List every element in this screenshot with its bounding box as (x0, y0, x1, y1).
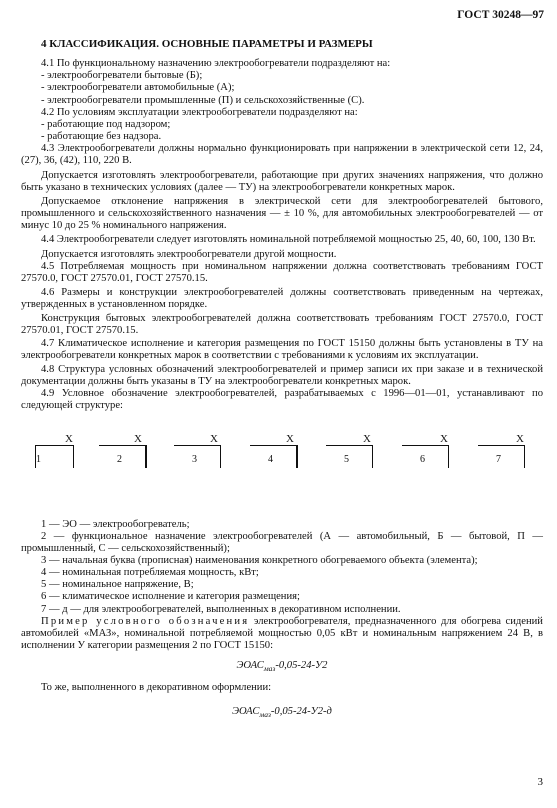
slot-x-mark: Х (134, 432, 142, 445)
legend-item: 2 — функциональное назначение электрообогревателей (А — автомобильный, Б — бытовой, П — промышленный, С — сельскохозяйственный); (21, 530, 543, 554)
slot-number: 4 (268, 453, 273, 465)
slot-x-mark: Х (286, 432, 294, 445)
slot-number: 1 (36, 453, 41, 465)
clause-4-3: 4.3 Электрообогреватели должны нормально функционировать при напряжении в электрической сети 12, 24, (27), 36, (42), 110, 220 В. (21, 143, 543, 167)
section-title: 4 КЛАССИФИКАЦИЯ. ОСНОВНЫЕ ПАРАМЕТРЫ И РАЗМЕРЫ (41, 38, 373, 50)
legend-item: 4 — номинальная потребляемая мощность, кВт; (41, 567, 259, 579)
document-body (21, 38, 543, 727)
slot-x-mark: Х (210, 432, 218, 445)
page-number: 3 (537, 776, 543, 788)
list-item: - работающие без надзора. (41, 131, 162, 143)
clause-4-3-deviation: Допускаемое отклонение напряжения в электрической сети для электрообогревателей бытового, промышленного и сельскохозяйственного назначения — ± 10 %, для автомобильных электрообогревателей — от минус 10 до 25 % номинального напряжения. (21, 195, 543, 232)
clause-4-4: 4.4 Электрообогреватели следует изготовлять номинальной потребляемой мощностью 25, 40, 60, 100, 130 Вт. (41, 234, 536, 246)
list-item: - электрообогреватели автомобильные (А); (41, 82, 235, 94)
slot-x-mark: Х (516, 432, 524, 445)
designation-slot-5 (326, 425, 400, 500)
slot-number: 7 (496, 453, 501, 465)
clause-4-1: 4.1 По функциональному назначению электрообогреватели подразделяют на: (41, 58, 391, 70)
legend-item: 6 — климатическое исполнение и категория размещения; (41, 591, 300, 603)
clause-4-3-allowance: Допускается изготовлять электрообогреватели, работающие при других значениях напряжения, что должно быть указано в технических условиях (далее — ТУ) на электрообогреватели конкретных марок. (21, 169, 543, 193)
example-text: электрообогревателя, предназначенного для обогрева сидений автомобилей «МАЗ», номинальной потребляемой мощностью 0,05 кВт и номинальным напряжением 24 В, в исполнении У категории размещения 2 по ГОСТ 15150: (21, 615, 543, 652)
list-item: - работающие под надзором; (41, 118, 171, 130)
clause-4-8: 4.8 Структура условных обозначений электрообогревателей и пример записи их при заказе и в технической документации должны быть указаны в ТУ на электрообогреватели конкретных марок. (21, 363, 543, 388)
designation-slot-3 (174, 425, 248, 500)
decorative-note: То же, выполненного в декоративном оформлении: (41, 681, 272, 693)
slot-number: 6 (420, 453, 425, 465)
clause-4-6-domestic: Конструкция бытовых электрообогревателей должна соответствовать требованиям ГОСТ 27570.0, ГОСТ 27570.01, ГОСТ 27570.15. (21, 313, 543, 337)
designation-formula-2: $ЭОАС_{маз}-0,05-24-У2-д$ (232, 705, 332, 719)
slot-number: 3 (192, 453, 197, 465)
designation-slot-6 (402, 425, 476, 500)
designation-example (21, 616, 543, 652)
standard-code-header: ГОСТ 30248—97 (457, 9, 544, 21)
designation-slot-4 (250, 425, 324, 500)
slot-x-mark: Х (440, 432, 448, 445)
slot-number: 2 (117, 453, 122, 465)
designation-slot-2 (99, 425, 173, 500)
clause-4-4-allowance: Допускается изготовлять электрообогреватели другой мощности. (41, 248, 337, 260)
example-label: Пример условного обозначения (41, 615, 250, 627)
legend-item: 3 — начальная буква (прописная) наименования конкретного обогреваемого объекта (элемента); (41, 555, 478, 566)
legend-item: 5 — номинальное напряжение, В; (41, 579, 194, 591)
designation-structure-diagram (21, 425, 543, 511)
clause-4-6: 4.6 Размеры и конструкции электрообогревателей должны соответствовать приведенным на чертежах, утвержденных в установленном порядке. (21, 286, 543, 311)
slot-x-mark: Х (363, 432, 371, 445)
clause-4-7: 4.7 Климатическое исполнение и категория размещения по ГОСТ 15150 должны быть установлены в ТУ на электрообогреватели конкретных марок в соответствии с требованиями к условиям их эксплуатации. (21, 337, 543, 361)
clause-4-9: 4.9 Условное обозначение электрообогревателей, разрабатываемых с 1996—01—01, устанавливают по следующей структуре: (21, 388, 543, 412)
designation-formula-1: $ЭОАС_{маз}-0,05-24-У2$ (236, 660, 328, 674)
list-item: - электрообогреватели промышленные (П) и сельскохозяйственные (С). (41, 94, 365, 106)
clause-4-5: 4.5 Потребляемая мощность при номинальном напряжении должна соответствовать требованиям ГОСТ 27570.0, ГОСТ 27570.01, ГОСТ 27570.15. (21, 260, 543, 284)
legend-item: 7 — д — для электрообогревателей, выполненных в декоративном исполнении. (41, 603, 401, 615)
slot-number: 5 (344, 453, 349, 465)
designation-slot-1 (21, 425, 95, 500)
slot-x-mark: Х (65, 432, 73, 445)
legend-item: 1 — ЭО — электрообогреватель; (41, 518, 190, 530)
clause-4-2: 4.2 По условиям эксплуатации электрообогреватели подразделяют на: (41, 106, 358, 118)
list-item: - электрообогреватели бытовые (Б); (41, 70, 203, 82)
designation-slot-7 (478, 425, 552, 500)
